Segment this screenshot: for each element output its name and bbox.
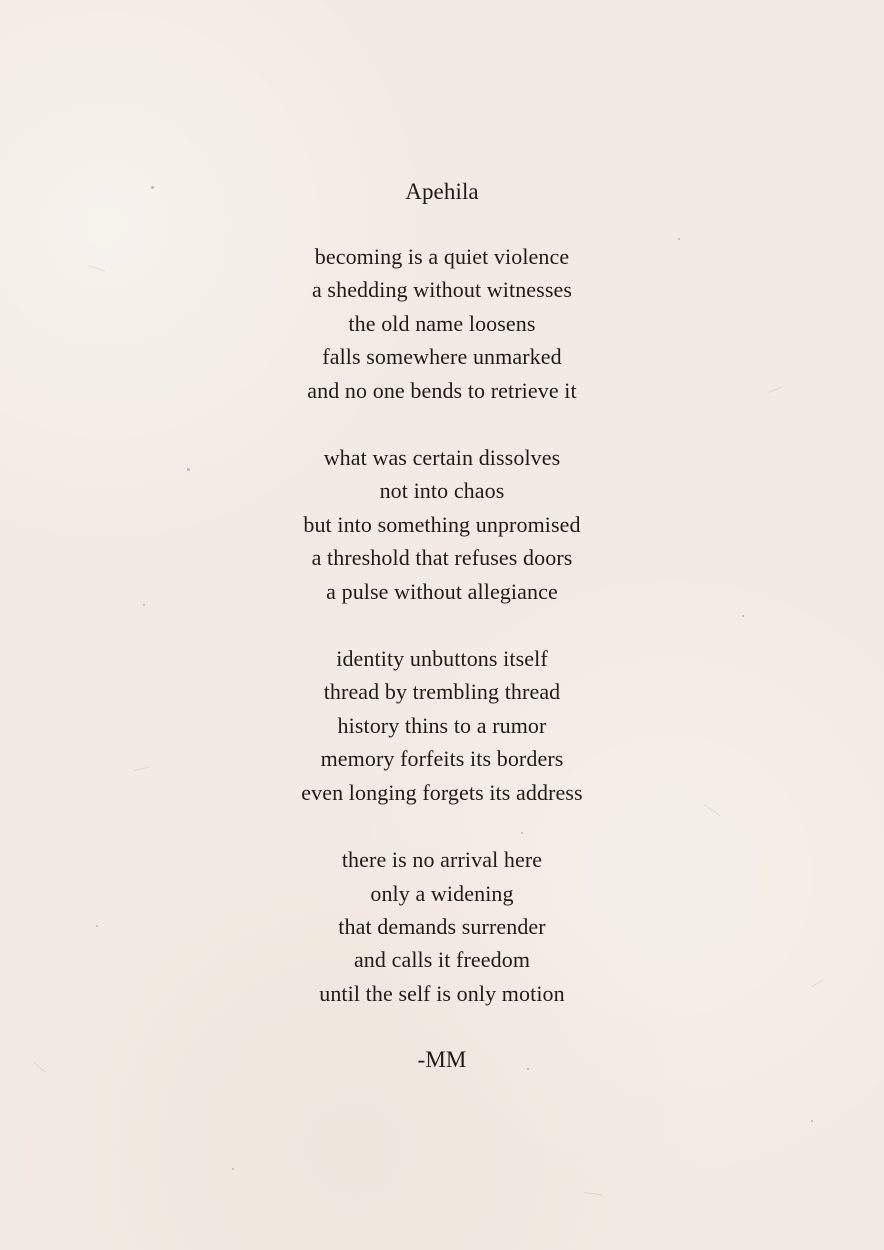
poem-line: memory forfeits its borders bbox=[320, 746, 564, 772]
poem-line: history thins to a rumor bbox=[337, 712, 547, 738]
poem-line: that demands surrender bbox=[338, 913, 546, 939]
poem bbox=[0, 175, 884, 1077]
poem-line: thread by trembling thread bbox=[323, 679, 561, 705]
paper-speck bbox=[811, 1120, 813, 1122]
poem-line: even longing forgets its address bbox=[301, 779, 583, 805]
poem-line: identity unbuttons itself bbox=[336, 646, 548, 672]
poem-line: and calls it freedom bbox=[353, 947, 531, 973]
poem-line: only a widening bbox=[370, 880, 514, 906]
poem-line: and no one bends to retrieve it bbox=[307, 377, 577, 403]
poem-line: not into chaos bbox=[379, 478, 505, 504]
poem-line: what was certain dissolves bbox=[323, 445, 561, 471]
poem-title: Apehila bbox=[405, 179, 479, 204]
poem-line: becoming is a quiet violence bbox=[314, 244, 570, 269]
poem-line: there is no arrival here bbox=[341, 847, 543, 873]
paper-fiber bbox=[584, 1192, 602, 1195]
poem-line: a pulse without allegiance bbox=[326, 578, 558, 604]
paper-speck bbox=[232, 1168, 234, 1170]
poem-stanza bbox=[0, 240, 884, 407]
poem-line: until the self is only motion bbox=[319, 980, 565, 1006]
poem-line: the old name loosens bbox=[348, 310, 536, 336]
poem-line: but into something unpromised bbox=[303, 511, 581, 537]
poem-line: falls somewhere unmarked bbox=[322, 344, 562, 370]
poem-signature: -MM bbox=[417, 1047, 467, 1073]
poem-stanza bbox=[0, 642, 884, 809]
poem-stanza bbox=[0, 441, 884, 608]
poem-line: a shedding without witnesses bbox=[311, 277, 573, 303]
poem-stanza bbox=[0, 843, 884, 1010]
poem-line: a threshold that refuses doors bbox=[311, 545, 573, 571]
